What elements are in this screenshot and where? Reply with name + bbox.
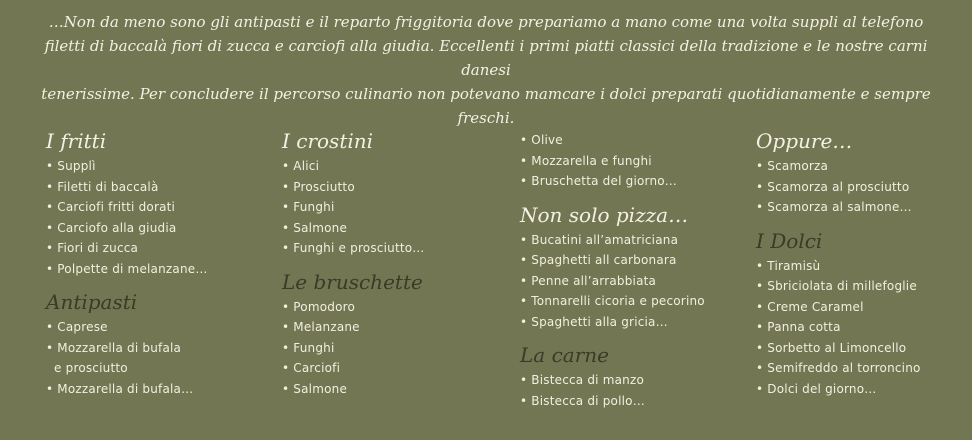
menu-item: • Spaghetti all carbonara [520, 250, 705, 271]
item-list [282, 156, 425, 259]
section-title: Le bruschette [282, 269, 423, 294]
menu-column-2 [282, 128, 425, 409]
menu-item: • Penne all’arrabbiata [520, 271, 705, 292]
item-list [520, 370, 705, 411]
item-list [520, 230, 705, 333]
menu-item: • Caprese [46, 317, 208, 338]
menu-item: • Funghi [282, 338, 425, 359]
menu-item: • Bistecca di manzo [520, 370, 705, 391]
menu-item: • Mozzarella di bufala… [46, 379, 208, 400]
section-title: I fritti [46, 129, 107, 153]
section-oppure [756, 128, 921, 218]
menu-item: • Panna cotta [756, 317, 921, 338]
menu-item: • Melanzane [282, 317, 425, 338]
menu-item: • Bruschetta del giorno… [520, 171, 705, 192]
menu-item: • Dolci del giorno… [756, 379, 921, 400]
menu-item: • Filetti di baccalà [46, 177, 208, 198]
menu-item: • Creme Caramel [756, 297, 921, 318]
menu-item: • Funghi e prosciutto… [282, 238, 425, 259]
section-title: Antipasti [46, 290, 138, 314]
menu-item: • Olive [520, 130, 705, 151]
section-title: Oppure… [756, 129, 853, 153]
menu-item-continuation: e prosciutto [54, 361, 128, 375]
menu-item: • Semifreddo al torroncino [756, 358, 921, 379]
menu-item: • Scamorza al salmone… [756, 197, 921, 218]
menu-item: • Salmone [282, 379, 425, 400]
menu-item: • Tiramisù [756, 256, 921, 277]
intro-text [40, 10, 932, 130]
menu-item: • Mozzarella di bufala [46, 338, 208, 359]
menu-column-3 [520, 130, 705, 421]
section-non-solo-pizza [520, 202, 705, 333]
item-list [756, 156, 921, 218]
menu-item: • Salmone [282, 218, 425, 239]
menu-item: • Polpette di melanzane… [46, 259, 208, 280]
menu-item: • Scamorza [756, 156, 921, 177]
menu-item: • Bucatini all’amatriciana [520, 230, 705, 251]
menu-item: • Spaghetti alla gricia… [520, 312, 705, 333]
intro-line: filetti di baccalà fiori di zucca e carciofi alla giudia. Eccellenti i primi piatti classici della tradizione e le nostre carni danesi [44, 37, 928, 79]
item-list [756, 256, 921, 400]
intro-line: tenerissime. Per concludere il percorso culinario non potevano mamcare i dolci preparati quotidianamente e sempre freschi. [41, 85, 931, 127]
menu-item: • Prosciutto [282, 177, 425, 198]
section-title: La carne [520, 343, 609, 367]
section-antipasti [46, 289, 208, 399]
menu-item: • Carciofi [282, 358, 425, 379]
menu-item: • Carciofo alla giudia [46, 218, 208, 239]
section-bruschette-continued [520, 130, 705, 192]
menu-item: • Bistecca di pollo… [520, 391, 705, 412]
section-fritti [46, 128, 208, 279]
item-list [46, 156, 208, 279]
section-title: Non solo pizza… [520, 202, 689, 227]
menu-item: • Carciofi fritti dorati [46, 197, 208, 218]
intro-line: …Non da meno sono gli antipasti e il reparto friggitoria dove prepariamo a mano come una volta suppli al telefono [48, 13, 924, 31]
menu-item: • Supplì [46, 156, 208, 177]
menu-item: • Sorbetto al Limoncello [756, 338, 921, 359]
menu-item: • Pomodoro [282, 297, 425, 318]
item-list [46, 317, 208, 399]
item-list [282, 297, 425, 400]
menu-item: • Tonnarelli cicoria e pecorino [520, 291, 705, 312]
section-title: I crostini [282, 129, 374, 153]
menu-item: • Fiori di zucca [46, 238, 208, 259]
section-crostini [282, 128, 425, 259]
menu-column-4 [756, 128, 921, 409]
menu-item: • Mozzarella e funghi [520, 151, 705, 172]
menu-item: • Alici [282, 156, 425, 177]
section-la-carne [520, 342, 705, 411]
section-title: I Dolci [756, 228, 823, 253]
section-dolci [756, 228, 921, 400]
item-list [520, 130, 705, 192]
menu-column-1 [46, 128, 208, 409]
menu-item: • Funghi [282, 197, 425, 218]
menu-item: • Sbriciolata di millefoglie [756, 276, 921, 297]
menu-item: • Scamorza al prosciutto [756, 177, 921, 198]
section-bruschette [282, 269, 425, 400]
